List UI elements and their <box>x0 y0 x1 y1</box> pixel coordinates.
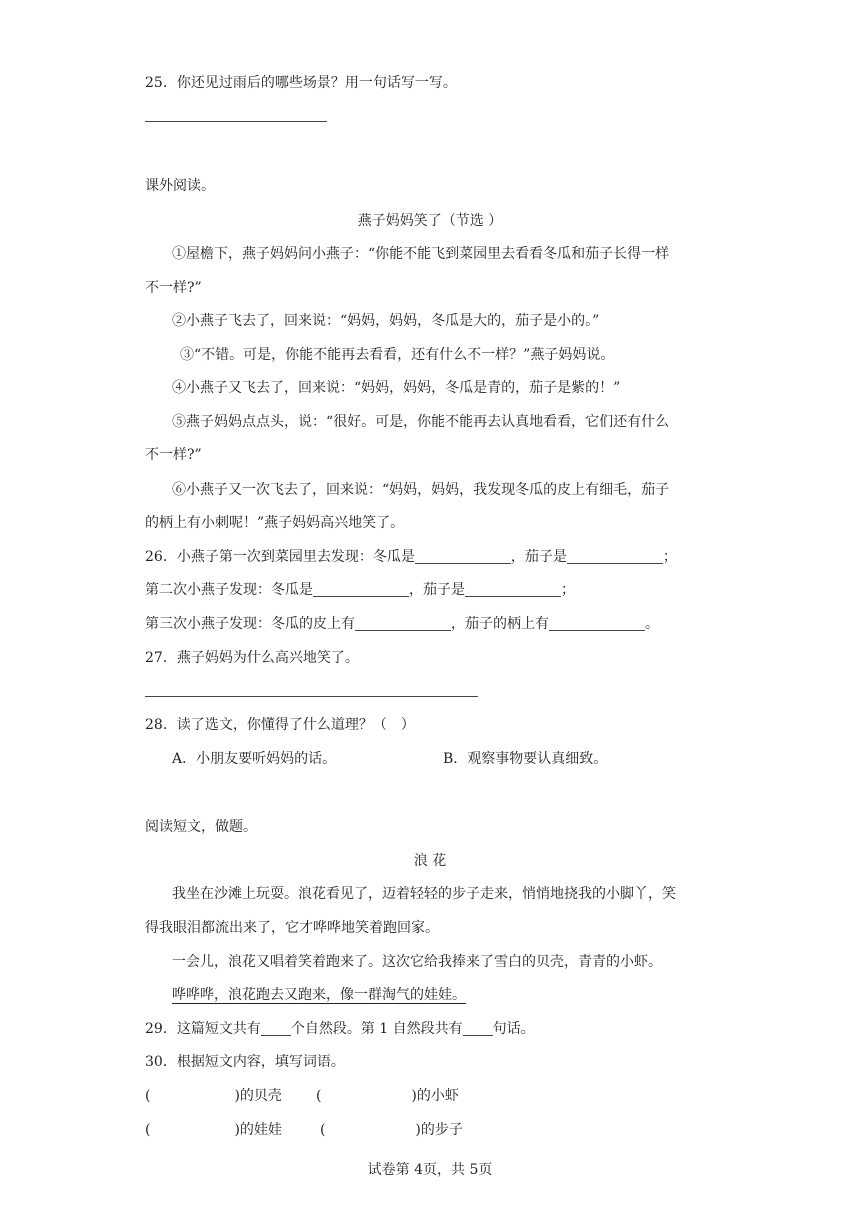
question-25: 25．你还见过雨后的哪些场景？用一句话写一写。 <box>145 75 457 91</box>
paragraph-6-line-2: 的柄上有小刺呢！”燕子妈妈高兴地笑了。 <box>145 515 405 531</box>
question-26-line-3: 第三次小燕子发现：冬瓜的皮上有 ，茄子的柄上有 。 <box>145 616 659 632</box>
question-27: 27．燕子妈妈为什么高兴地笑了。 <box>145 650 359 666</box>
page-footer: 试卷第 4页，共 5页 <box>367 1162 493 1178</box>
passage-title-swallow: 燕子妈妈笑了（节选 ） <box>357 213 503 229</box>
question-26-line-2: 第二次小燕子发现：冬瓜是 ，茄子是 ； <box>145 582 575 598</box>
paragraph-1-line-2: 不一样?” <box>145 280 202 296</box>
question-30: 30．根据短文内容，填写词语。 <box>145 1054 345 1070</box>
wave-paragraph-2: 一会儿，浪花又唱着笑着跑来了。这次它给我捧来了雪白的贝壳，青青的小虾。 <box>172 954 662 970</box>
paragraph-6-line-1: ⑥小燕子又一次飞去了，回来说：“妈妈，妈妈，我发现冬瓜的皮上有细毛，茄子 <box>172 482 670 498</box>
wave-paragraph-1-line-2: 得我眼泪都流出来了，它才哗哗地笑着跑回家。 <box>145 920 439 936</box>
q30-row-1: ( )的贝壳 ( )的小虾 <box>145 1088 459 1104</box>
paragraph-3: ③“不错。可是，你能不能再去看看，还有什么不一样？”燕子妈妈说。 <box>180 347 615 363</box>
paragraph-5-line-1: ⑤燕子妈妈点点头，说：“很好。可是，你能不能再去认真地看看，它们还有什么 <box>172 414 670 430</box>
question-28: 28．读了选文，你懂得了什么道理？（ ） <box>145 717 415 733</box>
blank-26-1a[interactable] <box>415 549 511 564</box>
answer-line-27[interactable] <box>145 696 478 697</box>
question-26-line-1: 26．小燕子第一次到菜园里去发现：冬瓜是 ，茄子是 ； <box>145 549 677 565</box>
blank-26-3b[interactable] <box>549 616 645 631</box>
paragraph-2: ②小燕子飞去了，回来说：“妈妈，妈妈，冬瓜是大的，茄子是小的。” <box>172 313 600 329</box>
blank-26-2b[interactable] <box>465 582 561 597</box>
option-b[interactable]: B．观察事物要认真细致。 <box>443 751 608 767</box>
paragraph-4: ④小燕子又飞去了，回来说：“妈妈，妈妈，冬瓜是青的，茄子是紫的！” <box>172 380 621 396</box>
q30-row-2: ( )的娃娃 ( )的步子 <box>145 1122 463 1138</box>
answer-line-25[interactable] <box>145 121 327 122</box>
question-29: 29．这篇短文共有 个自然段。第 1 自然段共有 句话。 <box>145 1021 535 1037</box>
blank-26-3a[interactable] <box>355 616 451 631</box>
blank-29-1[interactable] <box>261 1021 291 1036</box>
blank-26-2a[interactable] <box>313 582 409 597</box>
wave-paragraph-1-line-1: 我坐在沙滩上玩耍。浪花看见了，迈着轻轻的步子走来，悄悄地挠我的小脚丫，笑 <box>172 886 676 902</box>
paragraph-5-line-2: 不一样?” <box>145 447 202 463</box>
section-heading-extracurricular: 课外阅读。 <box>145 178 215 194</box>
paragraph-1-line-1: ①屋檐下，燕子妈妈问小燕子：“你能不能飞到菜园里去看看冬瓜和茄子长得一样 <box>172 246 670 262</box>
blank-26-1b[interactable] <box>567 549 663 564</box>
wave-paragraph-3: 哗哗哗，浪花跑去又跑来，像一群淘气的娃娃。 <box>172 987 466 1003</box>
blank-29-2[interactable] <box>463 1021 493 1036</box>
section-heading-reading: 阅读短文，做题。 <box>145 819 257 835</box>
option-a[interactable]: A．小朋友要听妈妈的话。 <box>172 751 337 767</box>
passage-title-wave: 浪 花 <box>413 853 447 869</box>
